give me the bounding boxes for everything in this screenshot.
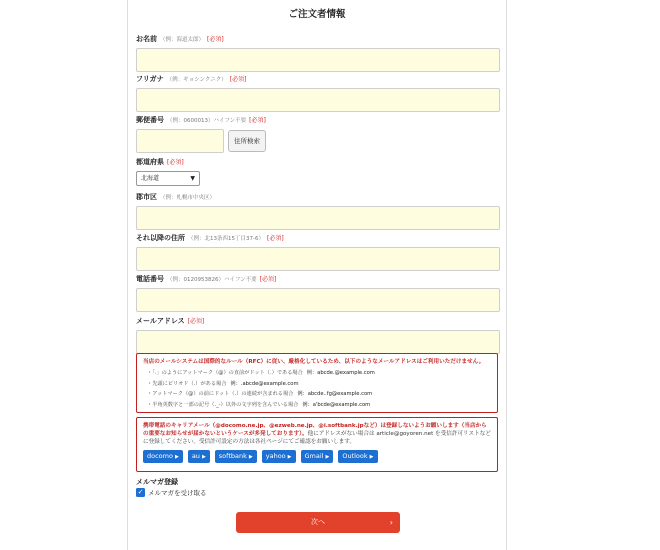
postal-field-group	[136, 115, 498, 153]
required-badge: [必須]	[167, 159, 184, 166]
address-label: それ以降の住所	[136, 234, 185, 242]
newsletter-checkbox-label: メルマガを受け取る	[148, 489, 207, 497]
order-form-card	[127, 0, 507, 550]
furigana-example: （例：ギョシンクニク）	[166, 77, 227, 83]
newsletter-title: メルマガ登録	[136, 478, 178, 486]
newsletter-checkbox-row[interactable]	[136, 488, 207, 497]
carrier-button-outlook[interactable]: Outlook ▶	[338, 450, 377, 463]
carrier-warning-text: 携帯電話のキャリアメール（@docomo.ne.jp、@ezweb.ne.jp、@i.softbank.jpなど）は登録しないようお願いします（当店からの重要なお知らせが届かないというケースが多発しております）。	[143, 423, 487, 437]
carrier-button-au[interactable]: au ▶	[188, 450, 210, 463]
email-notice-heading: 当店のメールシステムは国際的なルール（RFC）に従い、厳格化しているため、以下のようなメールアドレスはご利用いただけません。	[143, 359, 485, 365]
required-badge: [必須]	[207, 36, 224, 43]
play-arrow-icon: ▶	[325, 454, 330, 460]
play-arrow-icon: ▶	[287, 454, 292, 460]
city-input[interactable]	[136, 206, 500, 230]
carrier-mail-notice	[136, 417, 498, 472]
address-search-button[interactable]: 住所検索	[228, 130, 266, 152]
phone-label: 電話番号	[136, 275, 164, 283]
play-arrow-icon: ▶	[369, 454, 374, 460]
carrier-button-gmail[interactable]: Gmail ▶	[301, 450, 334, 463]
list-item: ・アットマーク（@）の前にドット（.）の連続が含まれる場合 例：abcde..fg@example.com	[147, 391, 373, 397]
carrier-button-yahoo[interactable]: yahoo ▶	[262, 450, 296, 463]
name-field-group	[136, 34, 498, 72]
phone-input[interactable]	[136, 288, 500, 312]
phone-field-group	[136, 274, 498, 312]
required-badge: [必須]	[249, 117, 266, 124]
play-arrow-icon: ▶	[248, 454, 253, 460]
email-label: メールアドレス	[136, 317, 185, 325]
carrier-button-softbank[interactable]: softbank ▶	[215, 450, 257, 463]
name-label: お名前	[136, 35, 157, 43]
address-input[interactable]	[136, 247, 500, 271]
play-arrow-icon: ▶	[174, 454, 179, 460]
required-badge: [必須]	[229, 76, 247, 83]
required-badge: [必須]	[266, 235, 284, 242]
email-rules-notice	[136, 353, 498, 413]
name-example: （例：海道太郎）	[160, 37, 205, 43]
carrier-button-docomo[interactable]: docomo ▶	[143, 450, 183, 463]
prefecture-label: 都道府県	[136, 158, 164, 166]
page-title: ご注文者情報	[288, 9, 346, 20]
prefecture-select[interactable]	[136, 171, 200, 186]
checkbox-checked-icon[interactable]: ✓	[137, 488, 144, 496]
postal-label: 郵便番号	[136, 116, 164, 124]
prefecture-field-group	[136, 157, 498, 186]
carrier-links	[143, 450, 491, 463]
list-item: ・半角英数字と一部の記号（._-）以外の文字列を含んでいる場合 例：a'bcde@example.com	[147, 401, 371, 408]
email-field-group	[136, 316, 498, 354]
next-button[interactable]: 次へ ›	[236, 512, 400, 533]
address-field-group	[136, 233, 498, 271]
chevron-right-icon: ›	[389, 518, 393, 527]
list-item: ・「.」のようにアットマーク（@）の直前がドット（.）である場合 例：abcde.@example.com	[147, 370, 375, 376]
name-input[interactable]	[136, 48, 500, 72]
postal-input[interactable]	[136, 129, 224, 153]
city-example: （例：札幌市中央区）	[160, 195, 216, 201]
email-input[interactable]	[136, 330, 500, 354]
email-rules-list	[143, 368, 491, 410]
city-label: 郡市区	[136, 193, 157, 201]
city-field-group	[136, 192, 498, 230]
furigana-label: フリガナ	[136, 75, 164, 83]
postal-example: （例：0600013）ハイフン不要	[167, 118, 247, 124]
carrier-info-text: 他にアドレスがない場合は article@goyoren.net を受信許可リストなどに登録してください。受信許可設定の方法は各社ページにてご確認をお願いします。	[143, 431, 491, 445]
required-badge: [必須]	[187, 318, 205, 325]
required-badge: [必須]	[259, 276, 277, 283]
address-example: （例：北13条西15丁目37-6）	[188, 236, 264, 242]
furigana-input[interactable]	[136, 88, 500, 112]
list-item: ・先頭にピリオド（.）がある場合 例：.abcde@example.com	[147, 380, 299, 387]
phone-example: （例：0120953826）ハイフン不要	[167, 277, 257, 283]
furigana-field-group	[136, 74, 498, 112]
play-arrow-icon: ▶	[201, 454, 206, 460]
dropdown-arrow-icon: ▼	[190, 175, 195, 182]
prefecture-selected-value: 北海道	[141, 175, 160, 182]
